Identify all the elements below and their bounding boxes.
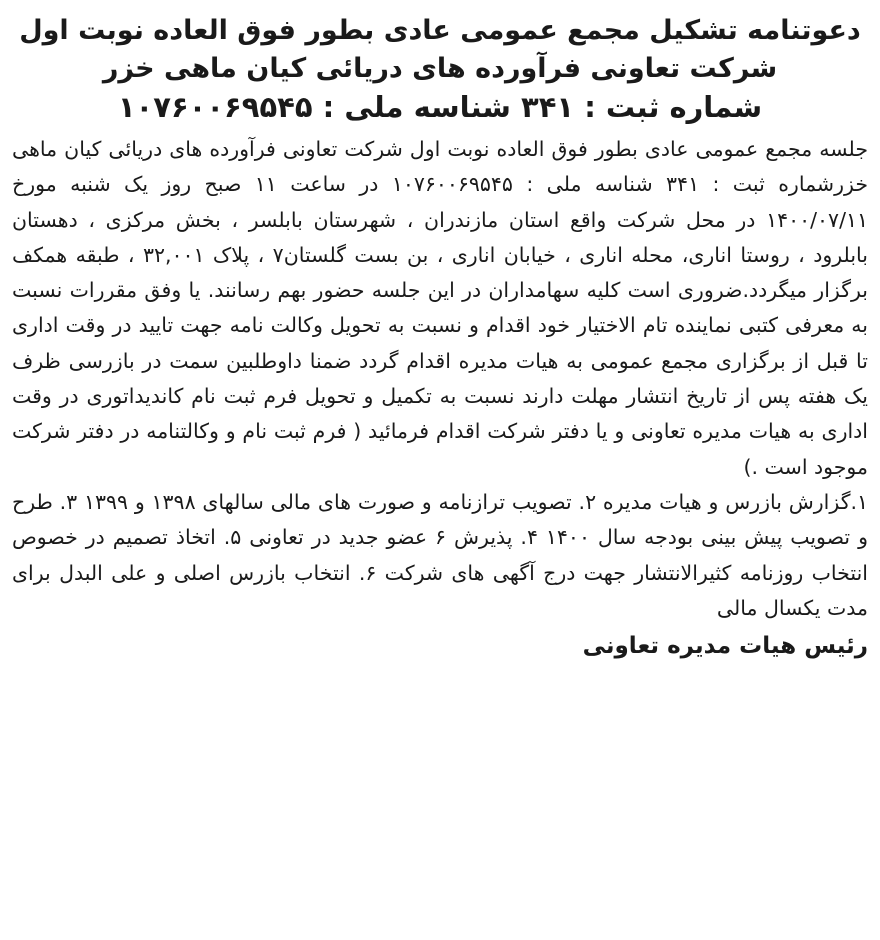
agenda-paragraph: ۱.گزارش بازرس و هیات مدیره ۲. تصویب ترازنامه و صورت های مالی سالهای ۱۳۹۸ و ۱۳۹۹ ۳. طرح و تصویب پیش بینی بودجه سال ۱۴۰۰ ۴. پذیرش ۶ عضو جدید در تعاونی ۵. اتخاذ تصمیم در خصوص انتخاب روزنامه کثیرالانتشار جهت درج آگهی های شرکت ۶. انتخاب بازرس اصلی و علی البدل برای مدت یکسال مالی <box>12 489 868 620</box>
meeting-details-paragraph: جلسه مجمع عمومی عادی بطور فوق العاده نوبت اول شرکت تعاونی فرآورده های دریائی کیان ماهی خزرشماره ثبت : ۳۴۱ شناسه ملی : ۱۰۷۶۰۰۶۹۵۴۵ در ساعت ۱۱ صبح روز یک شنبه مورخ ۱۴۰۰/۰۷/۱۱ در محل شرکت واقع استان مازندران ، شهرستان بابلسر ، بخش مرکزی ، دهستان بابلرود ، روستا اناری، محله اناری ، خیابان اناری ، بن بست گلستان۷ ، پلاک ۳۲,۰۰۱ ، طبقه همکف برگزار میگردد.ضروری است کلیه سهامداران در این جلسه حضور بهم رسانند. یا وفق مقررات نسبت به معرفی کتبی نماینده تام الاختیار خود اقدام و نسبت به تحویل وکالت نامه جهت تایید در وقت اداری تا قبل از برگزاری مجمع عمومی به هیات مدیره اقدام گردد ضمنا داوطلبین سمت در بازرسی ظرف یک هفته پس از تاریخ انتشار مهلت دارند نسبت به تکمیل و تحویل فرم ثبت نام کاندیداتوری در وقت اداری به هیات مدیره تعاونی و یا دفتر شرکت اقدام فرمائید ( فرم ثبت نام و وکالتنامه در دفتر شرکت موجود است .) <box>12 137 868 479</box>
registration-info: شماره ثبت : ۳۴۱ شناسه ملی : ۱۰۷۶۰۰۶۹۵۴۵ <box>117 90 763 124</box>
notice-header <box>12 12 868 126</box>
notice-title: دعوتنامه تشکیل مجمع عمومی عادی بطور فوق العاده نوبت اول <box>19 15 861 46</box>
signature: رئیس هیات مدیره تعاونی <box>582 633 868 660</box>
company-name: شرکت تعاونی فرآورده های دریائی کیان ماهی خزر <box>102 53 778 84</box>
notice-body <box>12 132 868 626</box>
